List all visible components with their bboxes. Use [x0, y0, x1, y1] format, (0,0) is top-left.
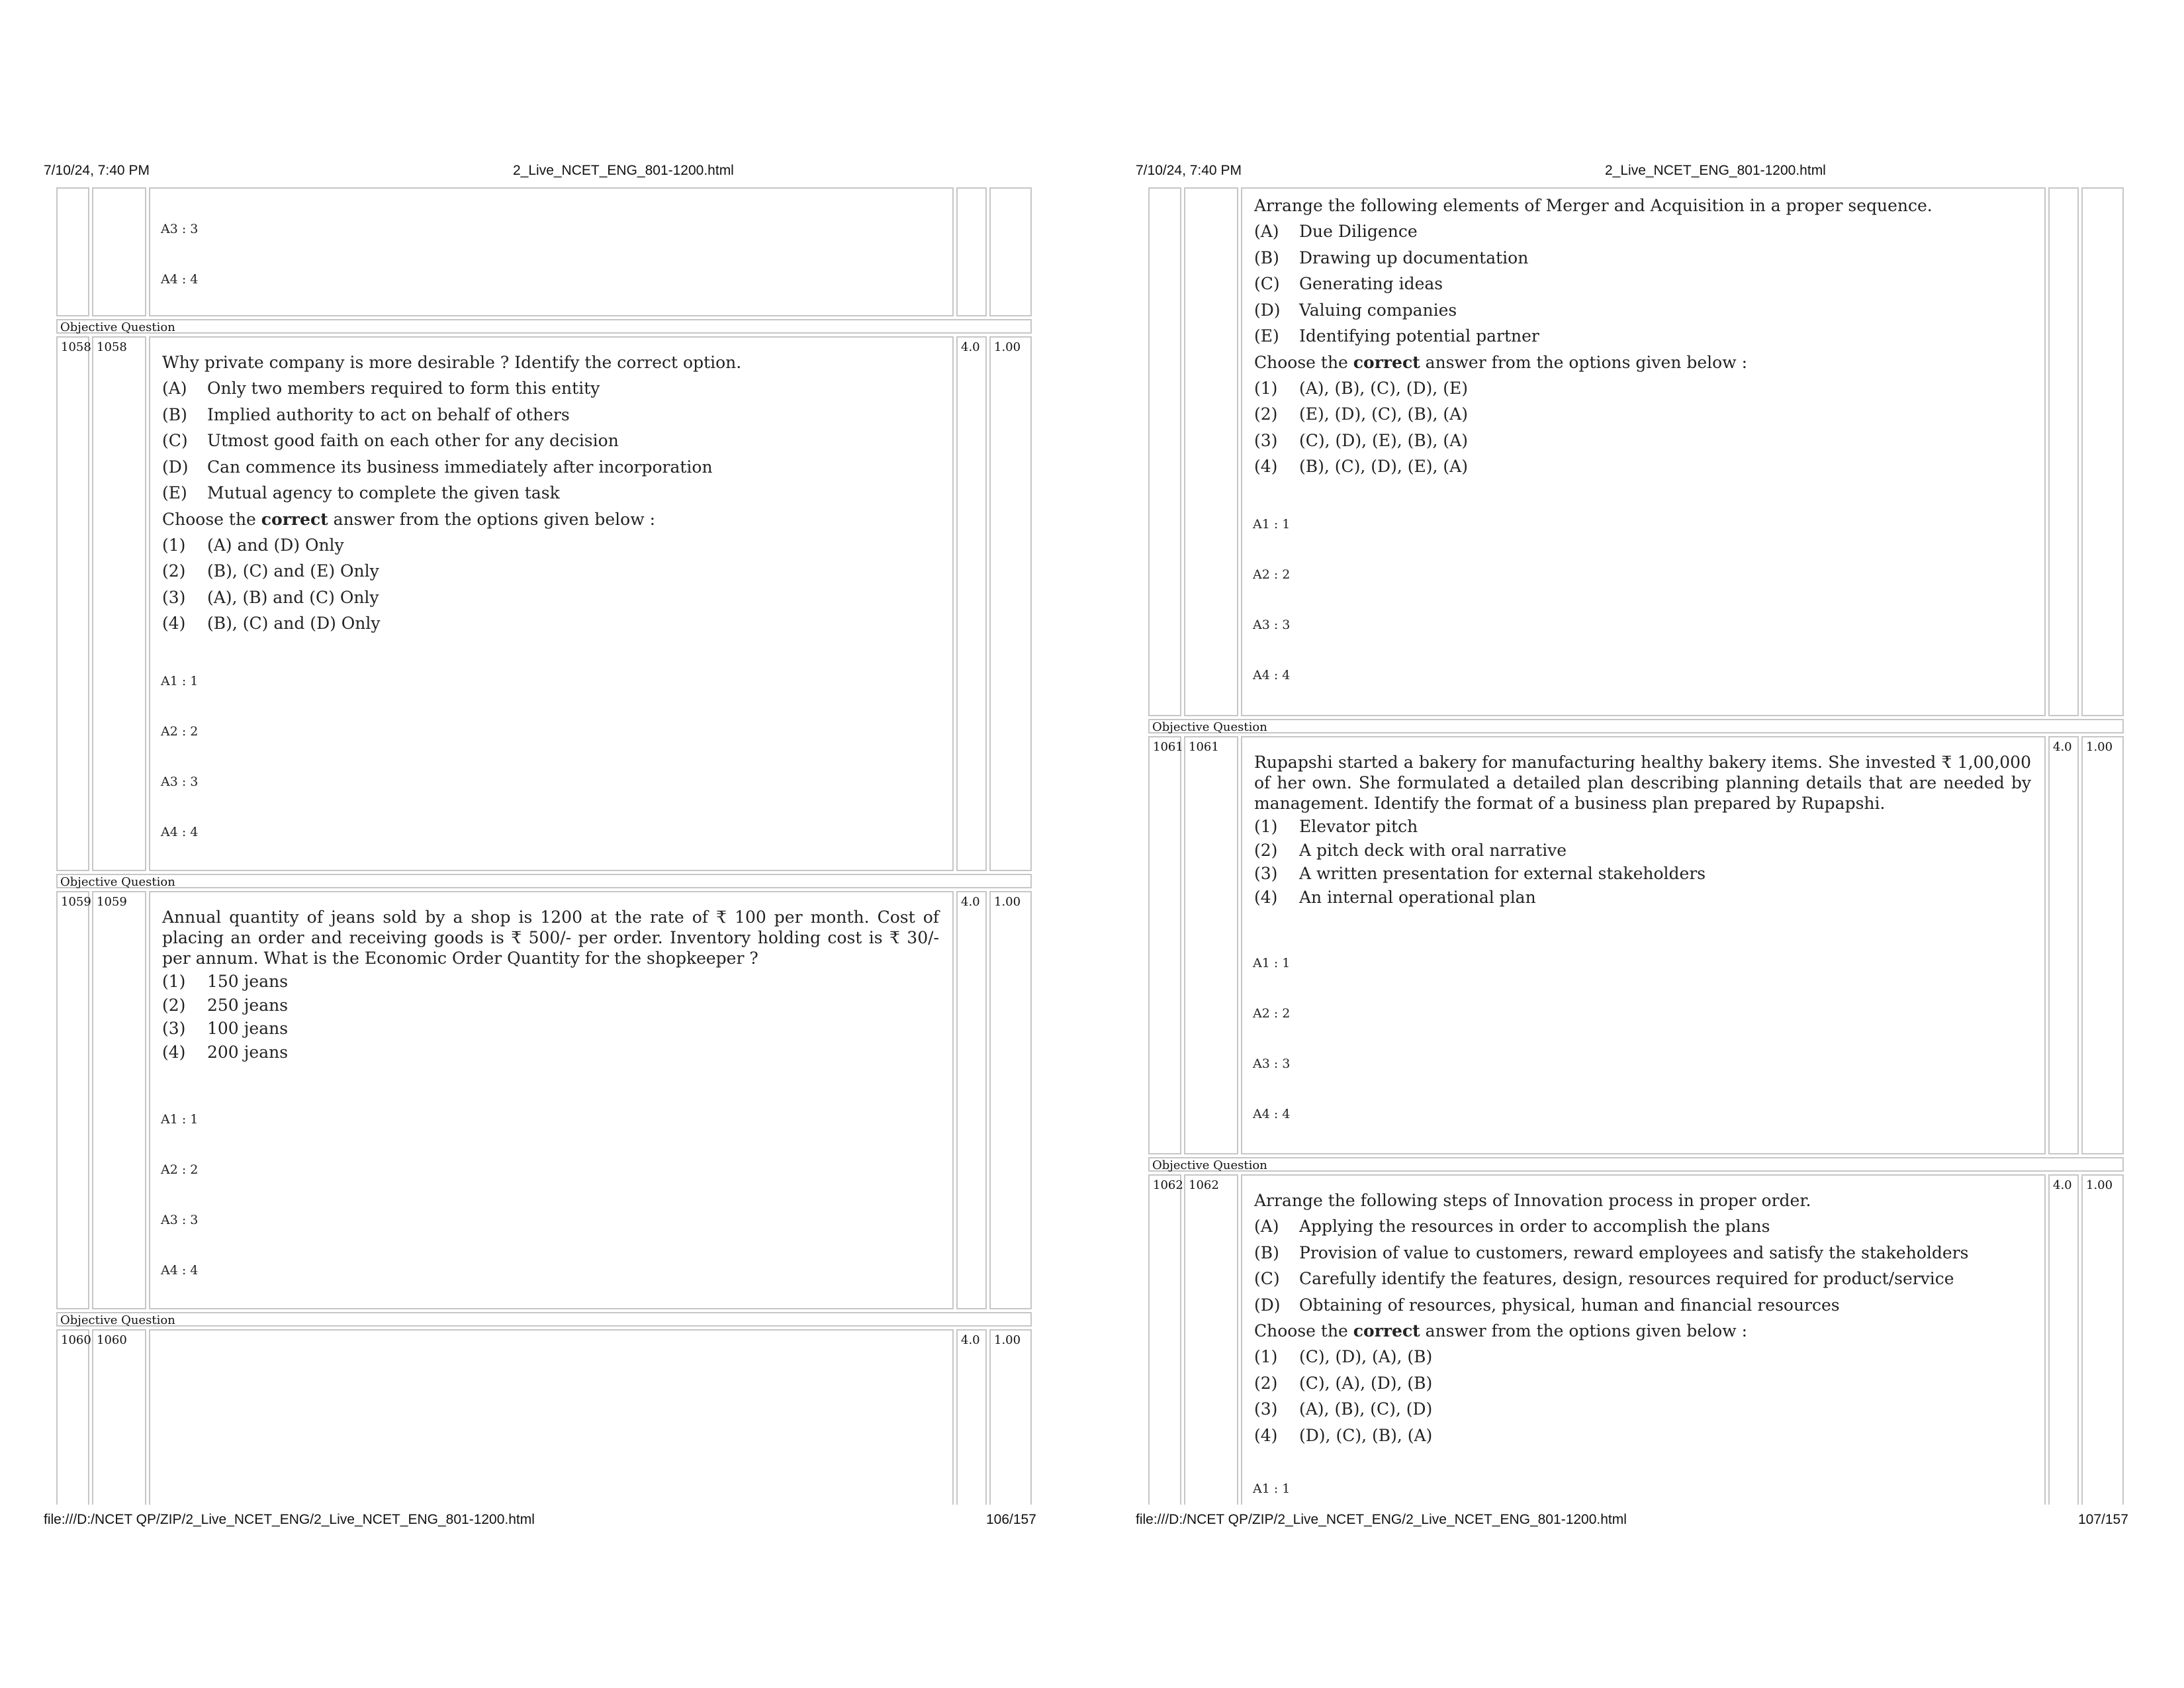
- question-table: [1148, 187, 2126, 1505]
- statement-item: (B) Provision of value to customers, reward employees and satisfy the stakeholders: [1254, 1243, 1969, 1262]
- question-stem: Annual quantity of jeans sold by a shop is 1200 at the rate of ₹ 100 per month. Cost of placing an order and receiving goods is ₹ 500/- per order. Inventory holding cost is ₹ 30/- per annum. What is the Economic Order Quantity for the shopkeeper ?: [162, 908, 939, 968]
- instruction: Choose the correct answer from the options given below :: [1254, 1321, 1747, 1340]
- option-item: (3) (A), (B), (C), (D): [1254, 1399, 1433, 1419]
- option-item: (4) 200 jeans: [162, 1042, 289, 1062]
- question-id: 1062: [1184, 1174, 1238, 1505]
- negative-marks: 1.00: [989, 1329, 1032, 1505]
- answer-label: A3 : 3: [1253, 618, 1291, 632]
- question-id: 1060: [92, 1329, 146, 1505]
- option-item: (3) A written presentation for external stakeholders: [1254, 864, 1706, 883]
- marks: 4.0: [956, 336, 987, 871]
- answer-label: A3 : 3: [161, 1213, 199, 1227]
- answer-label: A4 : 4: [161, 272, 199, 287]
- statement-item: (E) Identifying potential partner: [1254, 326, 1539, 346]
- question-stem: Arrange the following steps of Innovation process in proper order.: [1254, 1191, 1811, 1210]
- option-item: (2) A pitch deck with oral narrative: [1254, 840, 1567, 860]
- option-item: (4) (B), (C), (D), (E), (A): [1254, 457, 1468, 476]
- question-stem: Why private company is more desirable ? Identify the correct option.: [162, 353, 742, 372]
- question-stem: Arrange the following elements of Merger and Acquisition in a proper sequence.: [1254, 196, 1933, 215]
- question-id: 1059: [92, 891, 146, 1309]
- option-item: (1) (A) and (D) Only: [162, 535, 344, 555]
- answer-label: A4 : 4: [161, 1263, 199, 1278]
- answer-label: A3 : 3: [1253, 1056, 1291, 1071]
- statement-item: (C) Utmost good faith on each other for any decision: [162, 431, 619, 450]
- statement-item: (A) Due Diligence: [1254, 222, 1418, 241]
- question-type-label: Objective Question: [56, 319, 1032, 334]
- question-id: 1058: [92, 336, 146, 871]
- statement-item: (A) Only two members required to form this entity: [162, 379, 600, 398]
- question-row-1059: [56, 891, 1034, 1309]
- option-item: (4) An internal operational plan: [1254, 887, 1536, 907]
- print-title: 2_Live_NCET_ENG_801-1200.html: [513, 163, 734, 178]
- option-item: (2) (B), (C) and (E) Only: [162, 561, 379, 581]
- marks: 4.0: [956, 1329, 987, 1505]
- serial-number: 1062: [1148, 1174, 1181, 1505]
- option-item: (1) (C), (D), (A), (B): [1254, 1347, 1433, 1366]
- answer-label: A2 : 2: [1253, 1006, 1291, 1021]
- question-row-1061: [1148, 736, 2126, 1154]
- answer-label: A1 : 1: [161, 1112, 199, 1127]
- instruction: Choose the correct answer from the options given below :: [162, 509, 655, 529]
- negative-marks: 1.00: [2081, 1174, 2124, 1505]
- option-item: (2) (E), (D), (C), (B), (A): [1254, 404, 1468, 424]
- option-item: (2) 250 jeans: [162, 995, 289, 1015]
- statement-item: (C) Generating ideas: [1254, 274, 1443, 293]
- negative-marks: 1.00: [2081, 736, 2124, 1154]
- serial-number: 1058: [56, 336, 89, 871]
- print-date: 7/10/24, 7:40 PM: [44, 163, 150, 178]
- answer-label: A2 : 2: [161, 724, 199, 739]
- serial-number: 1059: [56, 891, 89, 1309]
- question-type-label: Objective Question: [1148, 1157, 2124, 1172]
- answer-label: A1 : 1: [1253, 517, 1291, 532]
- option-item: (3) (A), (B) and (C) Only: [162, 587, 379, 607]
- question-type-label: Objective Question: [1148, 719, 2124, 733]
- marks: 4.0: [956, 891, 987, 1309]
- file-path: file:///D:/NCET QP/ZIP/2_Live_NCET_ENG/2_Live_NCET_ENG_801-1200.html: [1136, 1512, 1627, 1527]
- option-item: (2) (C), (A), (D), (B): [1254, 1373, 1433, 1393]
- option-item: (3) 100 jeans: [162, 1019, 289, 1038]
- question-id: 1061: [1184, 736, 1238, 1154]
- statement-item: (D) Valuing companies: [1254, 300, 1457, 320]
- marks: 4.0: [2048, 736, 2079, 1154]
- option-item: (1) Elevator pitch: [1254, 817, 1418, 836]
- statement-item: (D) Obtaining of resources, physical, human and financial resources: [1254, 1295, 1840, 1315]
- question-row-continued: [56, 187, 1034, 316]
- answer-label: A2 : 2: [1253, 567, 1291, 582]
- page-number: 106/157: [986, 1512, 1036, 1527]
- answer-label: A1 : 1: [1253, 1481, 1291, 1496]
- serial-number: 1061: [1148, 736, 1181, 1154]
- serial-number: 1060: [56, 1329, 89, 1505]
- statement-item: (D) Can commence its business immediately after incorporation: [162, 457, 713, 477]
- option-item: (1) (A), (B), (C), (D), (E): [1254, 378, 1468, 398]
- option-item: (3) (C), (D), (E), (B), (A): [1254, 430, 1468, 450]
- instruction: Choose the correct answer from the options given below :: [1254, 352, 1747, 372]
- page-107: [1092, 0, 2184, 1688]
- negative-marks: 1.00: [989, 336, 1032, 871]
- answer-label: A1 : 1: [1253, 956, 1291, 970]
- question-stem: Rupapshi started a bakery for manufacturing healthy bakery items. She invested ₹ 1,00,000 of her own. She formulated a detailed plan describing planning details that are needed by management. Identify the format of a business plan prepared by Rupapshi.: [1254, 753, 2031, 813]
- option-item: (1) 150 jeans: [162, 972, 289, 991]
- answer-label: A2 : 2: [161, 1162, 199, 1177]
- answer-label: A4 : 4: [1253, 668, 1291, 682]
- question-row-continued: [1148, 187, 2126, 716]
- answer-label: A4 : 4: [1253, 1107, 1291, 1121]
- question-row-1058: [56, 336, 1034, 871]
- statement-item: (C) Carefully identify the features, design, resources required for product/service: [1254, 1269, 1954, 1288]
- answer-label: A3 : 3: [161, 222, 199, 236]
- statement-item: (E) Mutual agency to complete the given task: [162, 483, 560, 502]
- question-row-1060: [56, 1329, 1034, 1505]
- answer-label: A3 : 3: [161, 774, 199, 789]
- option-item: (4) (D), (C), (B), (A): [1254, 1425, 1433, 1445]
- statement-item: (B) Implied authority to act on behalf of others: [162, 404, 570, 424]
- print-date: 7/10/24, 7:40 PM: [1136, 163, 1242, 178]
- option-item: (4) (B), (C) and (D) Only: [162, 614, 381, 633]
- question-row-1062: [1148, 1174, 2126, 1505]
- negative-marks: 1.00: [989, 891, 1032, 1309]
- answer-label: A1 : 1: [161, 674, 199, 688]
- file-path: file:///D:/NCET QP/ZIP/2_Live_NCET_ENG/2_Live_NCET_ENG_801-1200.html: [44, 1512, 535, 1527]
- question-type-label: Objective Question: [56, 874, 1032, 888]
- question-type-label: Objective Question: [56, 1312, 1032, 1327]
- marks: 4.0: [2048, 1174, 2079, 1505]
- question-table: [56, 187, 1034, 1505]
- answer-label: A4 : 4: [161, 825, 199, 839]
- page-number: 107/157: [2078, 1512, 2128, 1527]
- statement-item: (B) Drawing up documentation: [1254, 248, 1529, 267]
- statement-item: (A) Applying the resources in order to accomplish the plans: [1254, 1217, 1770, 1236]
- print-title: 2_Live_NCET_ENG_801-1200.html: [1605, 163, 1826, 178]
